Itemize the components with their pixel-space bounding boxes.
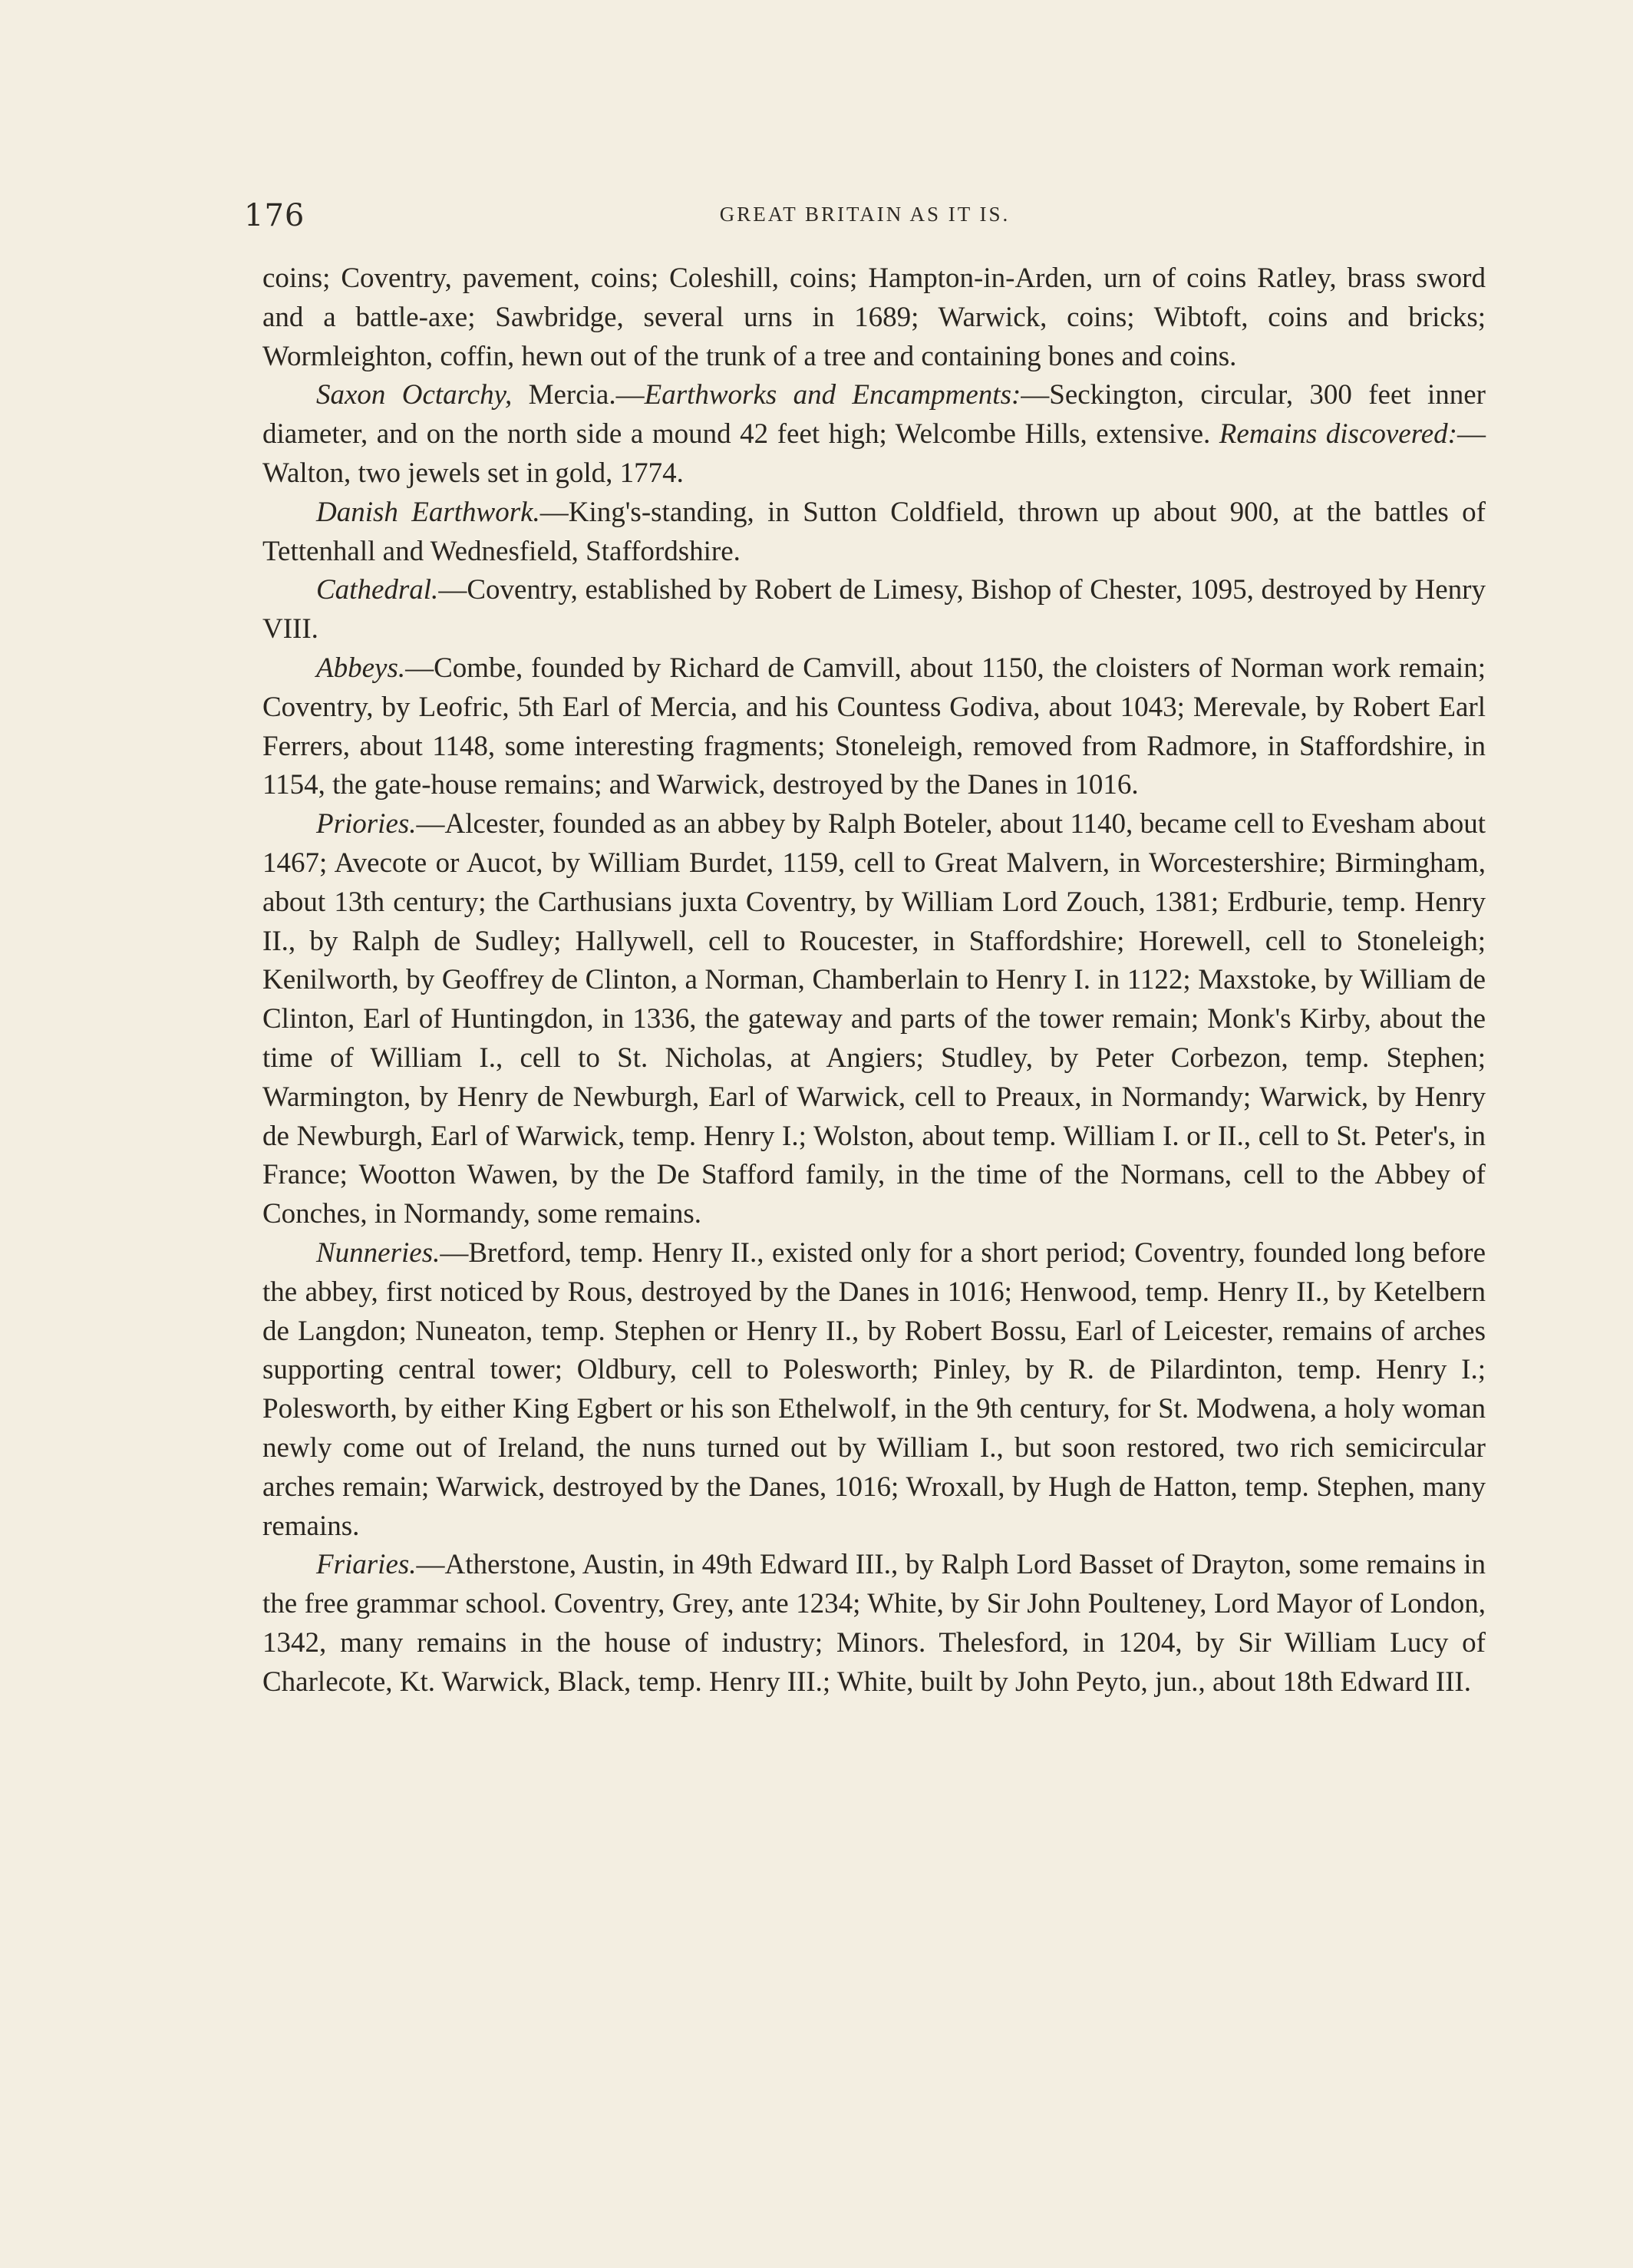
section-subheading: Earthworks and Encampments: (644, 379, 1021, 411)
section-heading: Cathedral. (316, 574, 439, 606)
paragraph-nunneries (262, 1234, 1486, 1546)
paragraph-text: —Seckington, circular, 300 feet inner diameter, and on the north side a mound 42 feet high; Welcombe Hills, extensive. (262, 379, 1486, 451)
paragraph-text: —Combe, founded by Richard de Camvill, about 1150, the cloisters of Norman work remain; Coventry, by Leofric, 5th Earl of Mercia, and his Countess Godiva, about 1043; Merevale, by Robert Earl Ferrers, about 1148, some interesting fragments; Stoneleigh, removed from Radmore, in Staffordshire, in 1154, the gate-house remains; and Warwick, destroyed by the Danes in 1016. (262, 652, 1486, 801)
paragraph-text: —Alcester, founded as an abbey by Ralph Boteler, about 1140, became cell to Evesham about 1467; Avecote or Aucot, by William Burdet, 1159, cell to Great Malvern, in Worcestershire; Birmingham, about 13th century; the Carthusians juxta Coventry, by William Lord Zouch, 1381; Erdburie, temp. Henry II., by Ralph de Sudley; Hallywell, cell to Roucester, in Staffordshire; Horewell, cell to Stoneleigh; Kenilworth, by Geoffrey de Clinton, a Norman, Chamberlain to Henry I. in 1122; Maxstoke, by William de Clinton, Earl of Huntingdon, in 1336, the gateway and parts of the tower remain; Monk's Kirby, about the time of William I., cell to St. Nicholas, at Angiers; Studley, by Peter Corbezon, temp. Stephen; Warmington, by Henry de Newburgh, Earl of Warwick, cell to Preaux, in Normandy; Warwick, by Henry de Newburgh, Earl of Warwick, temp. Henry I.; Wolston, about temp. William I. or II., cell to St. Peter's, in France; Wootton Wawen, by the De Stafford family, in the time of the Normans, cell to the Abbey of Conches, in Normandy, some remains. (262, 808, 1486, 1230)
section-subheading: Remains discovered: (1219, 418, 1457, 451)
paragraph-saxon-octarchy (262, 376, 1486, 493)
section-heading: Friaries. (316, 1549, 417, 1581)
paragraph-text: coins; Coventry, pavement, coins; Coleshill, coins; Hampton-in-Arden, urn of coins Ratley, brass sword and a battle-axe; Sawbridge, several urns in 1689; Warwick, coins; Wibtoft, coins and bricks; Wormleighton, coffin, hewn out of the trunk of a tree and containing bones and coins. (262, 262, 1486, 372)
section-heading: Priories. (316, 808, 417, 840)
paragraph-text: —King's-standing, in Sutton Coldfield, thrown up about 900, at the battles of Tettenhall and Wednesfield, Staffordshire. (262, 496, 1486, 567)
paragraph-text: Mercia.— (512, 379, 645, 411)
running-title: GREAT BRITAIN AS IT IS. (719, 203, 1011, 226)
paragraph-text: —Walton, two jewels set in gold, 1774. (262, 418, 1486, 489)
paragraph-text: —Coventry, established by Robert de Limesy, Bishop of Chester, 1095, destroyed by Henry VIII. (262, 574, 1486, 645)
body-text (262, 259, 1486, 1702)
section-heading: Saxon Octarchy, (316, 379, 513, 411)
section-heading: Nunneries. (316, 1236, 440, 1269)
section-heading: Abbeys. (316, 652, 406, 684)
section-heading: Danish Earthwork. (316, 496, 540, 528)
paragraph-cathedral (262, 571, 1486, 649)
page-header (244, 198, 1486, 236)
paragraph-friaries (262, 1546, 1486, 1702)
paragraph-danish-earthwork (262, 494, 1486, 572)
paragraph-abbeys (262, 649, 1486, 805)
page-number: 176 (244, 198, 305, 233)
paragraph-coins (262, 259, 1486, 376)
paragraph-text: —Bretford, temp. Henry II., existed only for a short period; Coventry, founded long before the abbey, first noticed by Rous, destroyed by the Danes in 1016; Henwood, temp. Henry II., by Ketelbern de Langdon; Nuneaton, temp. Stephen or Henry II., by Robert Bossu, Earl of Leicester, remains of arches supporting central tower; Oldbury, cell to Polesworth; Pinley, by R. de Pilardinton, temp. Henry I.; Polesworth, by either King Egbert or his son Ethelwolf, in the 9th century, for St. Modwena, a holy woman newly come out of Ireland, the nuns turned out by William I., but soon restored, two rich semicircular arches remain; Warwick, destroyed by the Danes, 1016; Wroxall, by Hugh de Hatton, temp. Stephen, many remains. (262, 1236, 1486, 1542)
paragraph-priories (262, 805, 1486, 1234)
paragraph-text: —Atherstone, Austin, in 49th Edward III., by Ralph Lord Basset of Drayton, some remains in the free grammar school. Coventry, Grey, ante 1234; White, by Sir John Poulteney, Lord Mayor of London, 1342, many remains in the house of industry; Minors. Thelesford, in 1204, by Sir William Lucy of Charlecote, Kt. Warwick, Black, temp. Henry III.; White, built by John Peyto, jun., about 18th Edward III. (262, 1549, 1486, 1698)
